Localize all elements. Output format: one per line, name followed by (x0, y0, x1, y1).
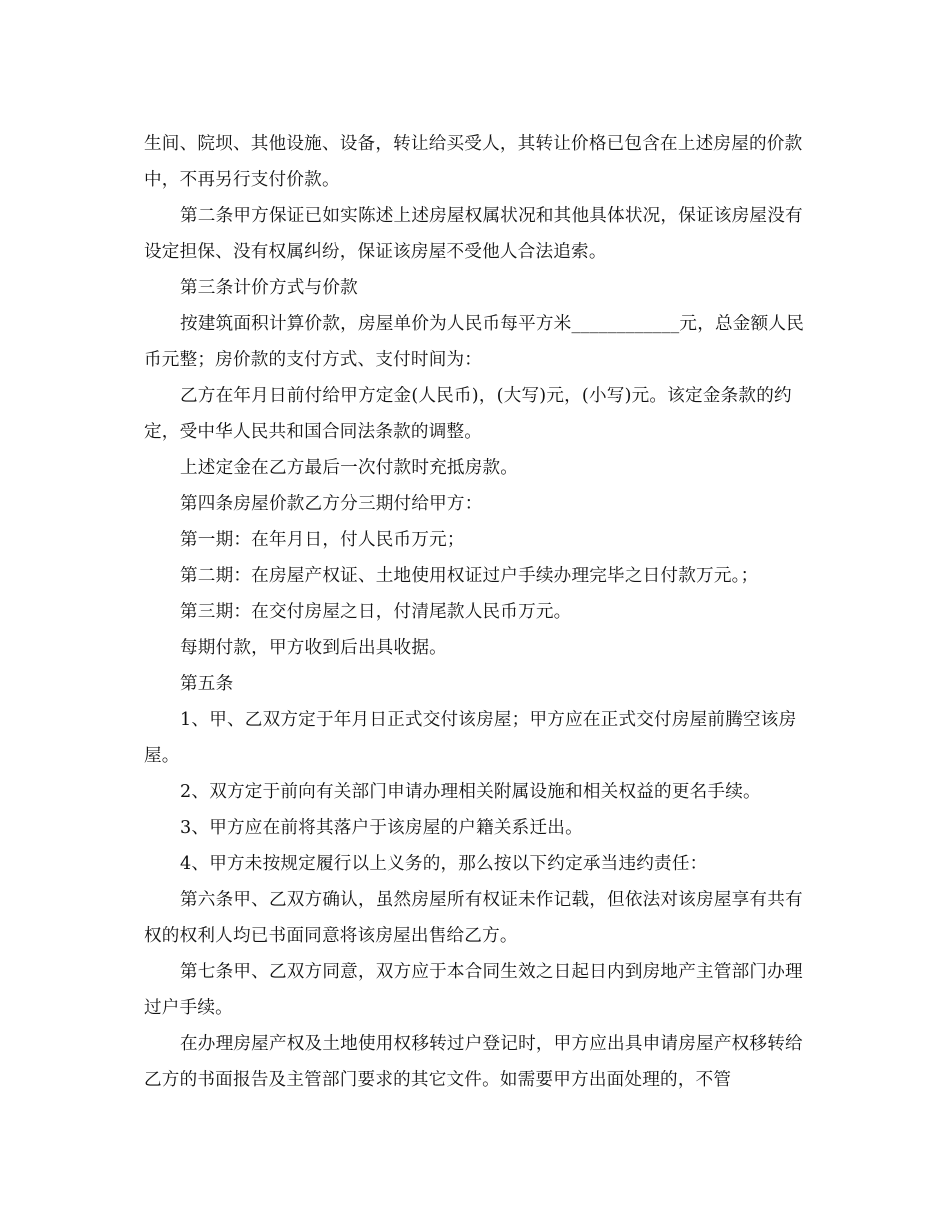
paragraph-deposit-offset: 上述定金在乙方最后一次付款时充抵房款。 (180, 458, 519, 478)
paragraph-receipt: 每期付款，甲方收到后出具收据。 (180, 638, 447, 658)
paragraph-pricing: 按建筑面积计算价款，房屋单价为人民币每平方米____________元，总金额人民币元整；房价款的支付方式、支付时间为： (144, 314, 804, 370)
paragraph-clause-2: 2、双方定于前向有关部门申请办理相关附属设施和相关权益的更名手续。 (180, 782, 761, 802)
document-body (144, 126, 809, 1098)
paragraph-installment-3: 第三期：在交付房屋之日，付清尾款人民币万元。 (180, 602, 572, 622)
paragraph-article-6: 第六条甲、乙双方确认，虽然房屋所有权证未作记载，但依法对该房屋享有共有权的权利人均已书面同意将该房屋出售给乙方。 (144, 890, 803, 946)
paragraph-article-5: 第五条 (180, 674, 234, 694)
paragraph-1: 生间、院坝、其他设施、设备，转让给买受人，其转让价格已包含在上述房屋的价款中，不再另行支付价款。 (144, 134, 803, 190)
paragraph-article-3-heading: 第三条计价方式与价款 (180, 278, 358, 298)
paragraph-deposit: 乙方在年月日前付给甲方定金(人民币)，(大写)元，(小写)元。该定金条款的约定，受中华人民共和国合同法条款的调整。 (144, 386, 792, 442)
paragraph-installment-1: 第一期：在年月日，付人民币万元； (180, 530, 465, 550)
paragraph-clause-1: 1、甲、乙双方定于年月日正式交付该房屋；甲方应在正式交付房屋前腾空该房屋。 (144, 710, 797, 766)
paragraph-installment-2: 第二期：在房屋产权证、土地使用权证过户手续办理完毕之日付款万元。； (180, 566, 759, 586)
paragraph-article-2: 第二条甲方保证已如实陈述上述房屋权属状况和其他具体状况，保证该房屋没有设定担保、没有权属纠纷，保证该房屋不受他人合法追索。 (144, 206, 803, 262)
paragraph-clause-4: 4、甲方未按规定履行以上义务的，那么按以下约定承当违约责任： (180, 854, 708, 874)
paragraph-clause-3: 3、甲方应在前将其落户于该房屋的户籍关系迁出。 (180, 818, 583, 838)
paragraph-article-7: 第七条甲、乙双方同意，双方应于本合同生效之日起日内到房地产主管部门办理过户手续。 (144, 962, 803, 1018)
paragraph-transfer-registration: 在办理房屋产权及土地使用权移转过户登记时，甲方应出具申请房屋产权移转给乙方的书面报告及主管部门要求的其它文件。如需要甲方出面处理的，不管 (144, 1034, 803, 1090)
paragraph-article-4: 第四条房屋价款乙方分三期付给甲方： (180, 494, 483, 514)
